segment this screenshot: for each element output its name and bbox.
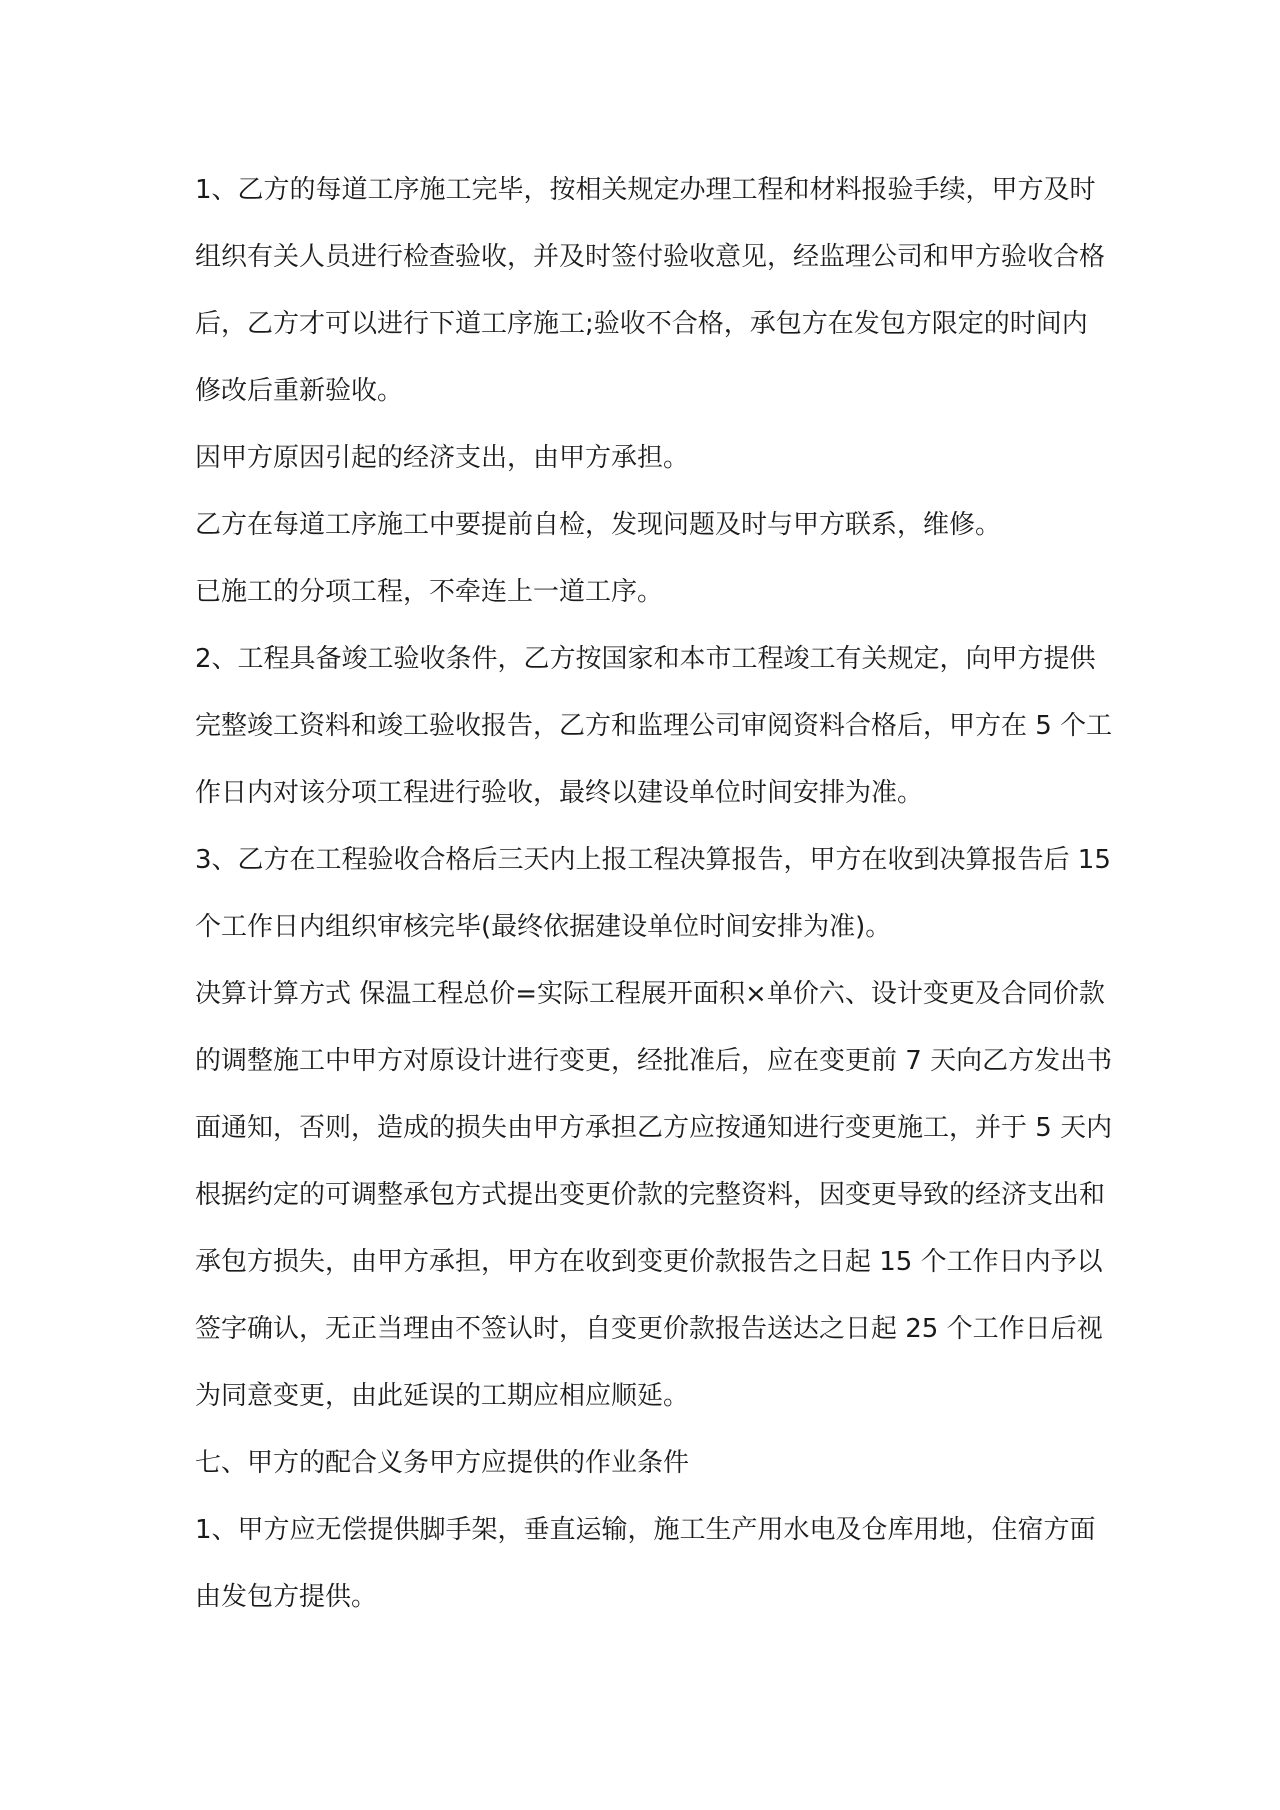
text-line: 因甲方原因引起的经济支出，由甲方承担。 bbox=[195, 443, 690, 473]
paragraph-scaffolding-provision bbox=[195, 1497, 1096, 1631]
text-line: 乙方在每道工序施工中要提前自检，发现问题及时与甲方联系，维修。 bbox=[195, 510, 1002, 540]
text-line: 个工作日内组织审核完毕(最终依据建设单位时间安排为准)。 bbox=[195, 912, 892, 942]
text-line: 为同意变更，由此延误的工期应相应顺延。 bbox=[195, 1381, 690, 1411]
text-line: 完整竣工资料和竣工验收报告，乙方和监理公司审阅资料合格后，甲方在 5 个工 bbox=[195, 711, 1113, 741]
paragraph-completion-acceptance bbox=[195, 626, 1113, 827]
paragraph-inspection-procedure bbox=[195, 157, 1106, 425]
text-line: 3、乙方在工程验收合格后三天内上报工程决算报告，甲方在收到决算报告后 15 bbox=[195, 845, 1111, 875]
text-line: 面通知，否则，造成的损失由甲方承担乙方应按通知进行变更施工，并于 5 天内 bbox=[195, 1113, 1113, 1143]
text-line: 由发包方提供。 bbox=[195, 1582, 378, 1612]
paragraph-final-account-report bbox=[195, 827, 1111, 961]
text-line: 1、甲方应无偿提供脚手架，垂直运输，施工生产用水电及仓库用地，住宿方面 bbox=[195, 1515, 1096, 1545]
text-line: 1、乙方的每道工序施工完毕，按相关规定办理工程和材料报验手续，甲方及时 bbox=[195, 175, 1096, 205]
text-line: 签字确认，无正当理由不签认时，自变更价款报告送达之日起 25 个工作日后视 bbox=[195, 1314, 1103, 1344]
text-line: 的调整施工中甲方对原设计进行变更，经批准后，应在变更前 7 天向乙方发出书 bbox=[195, 1046, 1113, 1076]
text-line: 已施工的分项工程，不牵连上一道工序。 bbox=[195, 577, 664, 607]
text-line: 2、工程具备竣工验收条件，乙方按国家和本市工程竣工有关规定，向甲方提供 bbox=[195, 644, 1096, 674]
text-line: 修改后重新验收。 bbox=[195, 376, 404, 406]
text-line: 承包方损失，由甲方承担，甲方在收到变更价款报告之日起 15 个工作日内予以 bbox=[195, 1247, 1103, 1277]
text-line: 根据约定的可调整承包方式提出变更价款的完整资料，因变更导致的经济支出和 bbox=[195, 1180, 1106, 1210]
section-heading: 七、甲方的配合义务甲方应提供的作业条件 bbox=[195, 1448, 690, 1478]
section-heading-party-a-obligations bbox=[195, 1430, 1085, 1497]
text-line: 组织有关人员进行检查验收，并及时签付验收意见，经监理公司和甲方验收合格 bbox=[195, 242, 1106, 272]
paragraph-design-change bbox=[195, 961, 1113, 1430]
paragraph-self-inspection bbox=[195, 492, 1085, 559]
text-line: 作日内对该分项工程进行验收，最终以建设单位时间安排为准。 bbox=[195, 778, 924, 808]
text-line: 后，乙方才可以进行下道工序施工;验收不合格，承包方在发包方限定的时间内 bbox=[195, 309, 1088, 339]
text-line: 决算计算方式 保温工程总价=实际工程展开面积×单价六、设计变更及合同价款 bbox=[195, 979, 1105, 1009]
paragraph-completed-work bbox=[195, 559, 1085, 626]
document-page bbox=[195, 157, 1113, 1631]
paragraph-party-a-costs bbox=[195, 425, 1085, 492]
